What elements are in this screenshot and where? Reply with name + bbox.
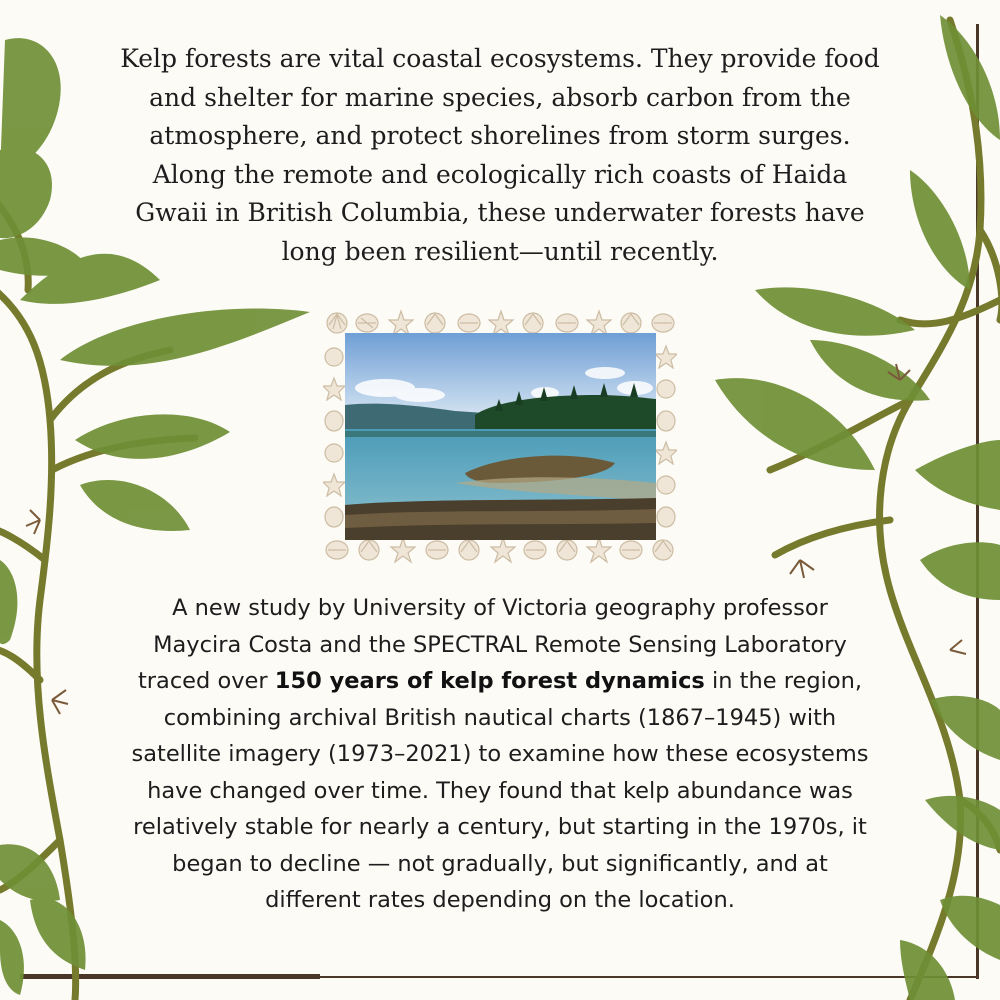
study-text-end: in the region, combining archival British nautical charts (1867–1945) with satellite imagery (1973–2021) to examine how these ecosystems have changed over time. They found that kelp abundance was relatively stable for nearly a century, but starting in the 1970s, it began to decline — not gradually, but significantly, and at different rates depending on the location. (131, 668, 869, 913)
study-paragraph (128, 590, 872, 919)
landscape-image-icon (345, 333, 656, 540)
coastal-landscape-photo (345, 333, 656, 540)
study-highlight: 150 years of kelp forest dynamics (274, 668, 705, 694)
intro-paragraph: Kelp forests are vital coastal ecosystems. They provide food and shelter for marine species, absorb carbon from the atmosphere, and protect shorelines from storm surges. Along the remote and ecologically rich coasts of Haida Gwaii in British Columbia, these underwater forests have long been resilient—until recently. (120, 44, 880, 266)
study-text-start: A new study by University of Victoria geography professor Maycira Costa and the SPECTRAL Remote Sensing Laboratory traced over (137, 595, 847, 694)
